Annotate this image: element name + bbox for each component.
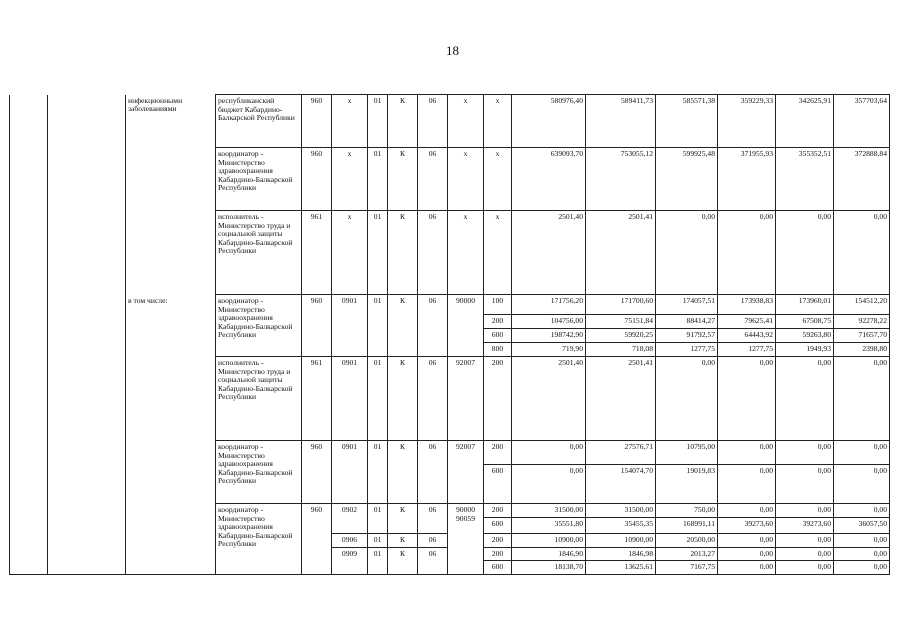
value-cell: 0,00 xyxy=(834,547,890,561)
executor-cell: республиканский бюджет Кабардино-Балкарской Республики xyxy=(216,95,302,148)
value-cell: 0,00 xyxy=(834,465,890,504)
value-cell: 589411,73 xyxy=(586,95,656,148)
value-cell: 0,00 xyxy=(776,441,834,465)
executor-cell: координатор - Министерство здравоохранения Кабардино-Балкарской Республики xyxy=(216,295,302,357)
grbs-cell: 960 xyxy=(302,295,332,357)
blank-col-3 xyxy=(126,329,216,343)
blank-col-2 xyxy=(48,329,126,343)
table-row xyxy=(10,441,890,465)
budget-table xyxy=(9,94,890,575)
value-cell: 173960,01 xyxy=(776,295,834,315)
csr-cell: 06 xyxy=(418,95,448,148)
value-cell: 1846,90 xyxy=(512,547,586,561)
grbs-cell: 961 xyxy=(302,211,332,295)
rzpr-cell: x xyxy=(332,211,368,295)
csr-cell: x xyxy=(448,148,484,211)
value-cell: 0,00 xyxy=(834,534,890,548)
csr-cell: 01 xyxy=(368,547,388,574)
blank-col-3 xyxy=(126,504,216,518)
csr-cell: 06 xyxy=(418,504,448,534)
value-cell: 0,00 xyxy=(776,504,834,518)
blank-col-2 xyxy=(48,148,126,211)
value-cell: 0,00 xyxy=(776,534,834,548)
blank-col-2 xyxy=(48,295,126,315)
value-cell: 154512,20 xyxy=(834,295,890,315)
blank-col-1 xyxy=(10,357,48,441)
blank-col-1 xyxy=(10,315,48,329)
value-cell: 753055,12 xyxy=(586,148,656,211)
csr-cell: 01 xyxy=(368,504,388,534)
value-cell: 371955,93 xyxy=(718,148,776,211)
vr-cell: 200 xyxy=(484,315,512,329)
csr-cell: 01 xyxy=(368,95,388,148)
csr-cell: К xyxy=(388,95,418,148)
csr-cell: 06 xyxy=(418,211,448,295)
csr-cell: 01 xyxy=(368,295,388,357)
value-cell: 2013,27 xyxy=(656,547,718,561)
value-cell: 0,00 xyxy=(776,561,834,575)
csr-cell: 06 xyxy=(418,357,448,441)
rzpr-cell: 0902 xyxy=(332,504,368,534)
value-cell: 91792,57 xyxy=(656,329,718,343)
rzpr-cell: 0901 xyxy=(332,357,368,441)
vr-cell: 200 xyxy=(484,547,512,561)
csr-cell: К xyxy=(388,295,418,357)
table-row xyxy=(10,211,890,295)
value-cell: 35551,80 xyxy=(512,518,586,534)
executor-cell: координатор - Министерство здравоохранения Кабардино-Балкарской Республики xyxy=(216,148,302,211)
vr-cell: 600 xyxy=(484,561,512,575)
value-cell: 104756,00 xyxy=(512,315,586,329)
blank-col-3 xyxy=(126,148,216,211)
value-cell: 750,00 xyxy=(656,504,718,518)
blank-col-2 xyxy=(48,315,126,329)
value-cell: 39273,60 xyxy=(776,518,834,534)
value-cell: 36057,50 xyxy=(834,518,890,534)
program-name: инфекционными заболеваниями xyxy=(126,95,216,148)
blank-col-1 xyxy=(10,561,48,575)
value-cell: 27576,71 xyxy=(586,441,656,465)
blank-col-3 xyxy=(126,518,216,534)
value-cell: 0,00 xyxy=(718,465,776,504)
blank-col-3 xyxy=(126,343,216,357)
rzpr-cell: x xyxy=(332,148,368,211)
blank-col-1 xyxy=(10,329,48,343)
csr-cell: К xyxy=(388,534,418,548)
csr-cell: 92007 xyxy=(448,357,484,441)
value-cell: 19019,83 xyxy=(656,465,718,504)
csr-cell: К xyxy=(388,211,418,295)
table-row xyxy=(10,95,890,148)
blank-col-3 xyxy=(126,441,216,465)
value-cell: 154074,70 xyxy=(586,465,656,504)
value-cell: 1846,98 xyxy=(586,547,656,561)
csr-cell: 06 xyxy=(418,148,448,211)
grbs-cell: 960 xyxy=(302,95,332,148)
value-cell: 0,00 xyxy=(718,357,776,441)
value-cell: 2501,40 xyxy=(512,211,586,295)
vr-cell: 600 xyxy=(484,329,512,343)
csr-cell: 06 xyxy=(418,534,448,548)
blank-col-1 xyxy=(10,343,48,357)
rzpr-cell: 0901 xyxy=(332,295,368,357)
value-cell: 0,00 xyxy=(656,211,718,295)
value-cell: 718,08 xyxy=(586,343,656,357)
value-cell: 39273,60 xyxy=(718,518,776,534)
value-cell: 7167,75 xyxy=(656,561,718,575)
value-cell: 0,00 xyxy=(834,504,890,518)
vr-cell: 200 xyxy=(484,357,512,441)
value-cell: 2501,40 xyxy=(512,357,586,441)
grbs-cell: 960 xyxy=(302,148,332,211)
vr-cell: x xyxy=(484,211,512,295)
blank-col-2 xyxy=(48,547,126,561)
value-cell: 580976,40 xyxy=(512,95,586,148)
value-cell: 18138,70 xyxy=(512,561,586,575)
table-row xyxy=(10,357,890,441)
blank-col-2 xyxy=(48,211,126,295)
rzpr-cell: 0901 xyxy=(332,441,368,504)
value-cell: 0,00 xyxy=(718,441,776,465)
csr-cell: x xyxy=(448,211,484,295)
value-cell: 0,00 xyxy=(718,211,776,295)
value-cell: 20500,00 xyxy=(656,534,718,548)
blank-col-2 xyxy=(48,534,126,548)
value-cell: 0,00 xyxy=(776,547,834,561)
table-row xyxy=(10,504,890,518)
blank-col-1 xyxy=(10,211,48,295)
value-cell: 13625,61 xyxy=(586,561,656,575)
blank-col-3 xyxy=(126,211,216,295)
value-cell: 0,00 xyxy=(718,534,776,548)
blank-col-3 xyxy=(126,315,216,329)
value-cell: 0,00 xyxy=(512,441,586,465)
grbs-cell: 961 xyxy=(302,357,332,441)
value-cell: 71657,70 xyxy=(834,329,890,343)
value-cell: 0,00 xyxy=(718,504,776,518)
value-cell: 0,00 xyxy=(512,465,586,504)
page-number: 18 xyxy=(446,43,459,58)
blank-col-3 xyxy=(126,547,216,561)
blank-col-1 xyxy=(10,441,48,465)
csr-cell: К xyxy=(388,148,418,211)
value-cell: 2501,41 xyxy=(586,211,656,295)
csr-cell: К xyxy=(388,547,418,574)
value-cell: 171756,20 xyxy=(512,295,586,315)
value-cell: 35455,35 xyxy=(586,518,656,534)
value-cell: 599925,48 xyxy=(656,148,718,211)
blank-col-2 xyxy=(48,518,126,534)
blank-col-1 xyxy=(10,518,48,534)
blank-col-3 xyxy=(126,561,216,575)
rzpr-cell: x xyxy=(332,95,368,148)
blank-col-3 xyxy=(126,465,216,504)
blank-col-2 xyxy=(48,343,126,357)
value-cell: 585571,38 xyxy=(656,95,718,148)
csr-cell: 01 xyxy=(368,357,388,441)
value-cell: 719,90 xyxy=(512,343,586,357)
executor-cell: исполнитель - Министерство труда и социальной защиты Кабардино-Балкарской Республики xyxy=(216,211,302,295)
csr-cell: 01 xyxy=(368,148,388,211)
blank-col-1 xyxy=(10,95,48,148)
executor-cell: исполнитель - Министерство труда и социальной защиты Кабардино-Балкарской Республики xyxy=(216,357,302,441)
blank-col-3 xyxy=(126,357,216,441)
csr-cell: 06 xyxy=(418,441,448,504)
csr-cell: К xyxy=(388,441,418,504)
value-cell: 1277,75 xyxy=(656,343,718,357)
value-cell: 2398,80 xyxy=(834,343,890,357)
value-cell: 174057,51 xyxy=(656,295,718,315)
table-row xyxy=(10,295,890,315)
value-cell: 0,00 xyxy=(776,357,834,441)
value-cell: 88414,27 xyxy=(656,315,718,329)
vr-cell: x xyxy=(484,95,512,148)
vr-cell: x xyxy=(484,148,512,211)
value-cell: 173938,83 xyxy=(718,295,776,315)
blank-col-1 xyxy=(10,465,48,504)
executor-cell: координатор - Министерство здравоохранения Кабардино-Балкарской Республики xyxy=(216,504,302,575)
value-cell: 639093,70 xyxy=(512,148,586,211)
value-cell: 0,00 xyxy=(834,441,890,465)
csr-cell: 01 xyxy=(368,441,388,504)
blank-col-2 xyxy=(48,357,126,441)
value-cell: 0,00 xyxy=(834,561,890,575)
table-row xyxy=(10,148,890,211)
value-cell: 357703,64 xyxy=(834,95,890,148)
rzpr-cell: 0906 xyxy=(332,534,368,548)
blank-col-1 xyxy=(10,547,48,561)
blank-col-1 xyxy=(10,504,48,518)
executor-cell: координатор - Министерство здравоохранения Кабардино-Балкарской Республики xyxy=(216,441,302,504)
including-label: в том числе: xyxy=(126,295,216,315)
value-cell: 0,00 xyxy=(834,211,890,295)
csr-cell: 90000 90059 xyxy=(448,504,484,575)
value-cell: 2501,41 xyxy=(586,357,656,441)
csr-cell: К xyxy=(388,357,418,441)
value-cell: 75151,84 xyxy=(586,315,656,329)
csr-cell: x xyxy=(448,95,484,148)
blank-col-3 xyxy=(126,534,216,548)
blank-col-2 xyxy=(48,95,126,148)
value-cell: 355352,51 xyxy=(776,148,834,211)
value-cell: 79625,41 xyxy=(718,315,776,329)
value-cell: 1949,93 xyxy=(776,343,834,357)
value-cell: 0,00 xyxy=(834,357,890,441)
value-cell: 0,00 xyxy=(776,465,834,504)
blank-col-2 xyxy=(48,561,126,575)
value-cell: 198742,90 xyxy=(512,329,586,343)
value-cell: 31500,00 xyxy=(512,504,586,518)
vr-cell: 600 xyxy=(484,518,512,534)
value-cell: 59263,80 xyxy=(776,329,834,343)
value-cell: 10795,00 xyxy=(656,441,718,465)
vr-cell: 800 xyxy=(484,343,512,357)
value-cell: 64443,92 xyxy=(718,329,776,343)
csr-cell: 01 xyxy=(368,534,388,548)
vr-cell: 200 xyxy=(484,504,512,518)
csr-cell: 90000 xyxy=(448,295,484,357)
value-cell: 171700,60 xyxy=(586,295,656,315)
csr-cell: 01 xyxy=(368,211,388,295)
value-cell: 59920,25 xyxy=(586,329,656,343)
blank-col-1 xyxy=(10,295,48,315)
vr-cell: 200 xyxy=(484,441,512,465)
csr-cell: 06 xyxy=(418,295,448,357)
grbs-cell: 960 xyxy=(302,441,332,504)
value-cell: 372888,84 xyxy=(834,148,890,211)
blank-col-2 xyxy=(48,441,126,465)
value-cell: 0,00 xyxy=(656,357,718,441)
value-cell: 31500,00 xyxy=(586,504,656,518)
value-cell: 0,00 xyxy=(718,561,776,575)
blank-col-1 xyxy=(10,534,48,548)
value-cell: 359229,33 xyxy=(718,95,776,148)
value-cell: 92278,22 xyxy=(834,315,890,329)
value-cell: 10900,00 xyxy=(586,534,656,548)
value-cell: 1277,75 xyxy=(718,343,776,357)
csr-cell: К xyxy=(388,504,418,534)
blank-col-2 xyxy=(48,504,126,518)
blank-col-2 xyxy=(48,465,126,504)
value-cell: 168991,11 xyxy=(656,518,718,534)
grbs-cell: 960 xyxy=(302,504,332,575)
value-cell: 0,00 xyxy=(718,547,776,561)
vr-cell: 100 xyxy=(484,295,512,315)
value-cell: 0,00 xyxy=(776,211,834,295)
vr-cell: 600 xyxy=(484,465,512,504)
vr-cell: 200 xyxy=(484,534,512,548)
value-cell: 67508,75 xyxy=(776,315,834,329)
csr-cell: 06 xyxy=(418,547,448,574)
blank-col-1 xyxy=(10,148,48,211)
value-cell: 342625,91 xyxy=(776,95,834,148)
csr-cell: 92007 xyxy=(448,441,484,504)
rzpr-cell: 0909 xyxy=(332,547,368,574)
value-cell: 10900,00 xyxy=(512,534,586,548)
